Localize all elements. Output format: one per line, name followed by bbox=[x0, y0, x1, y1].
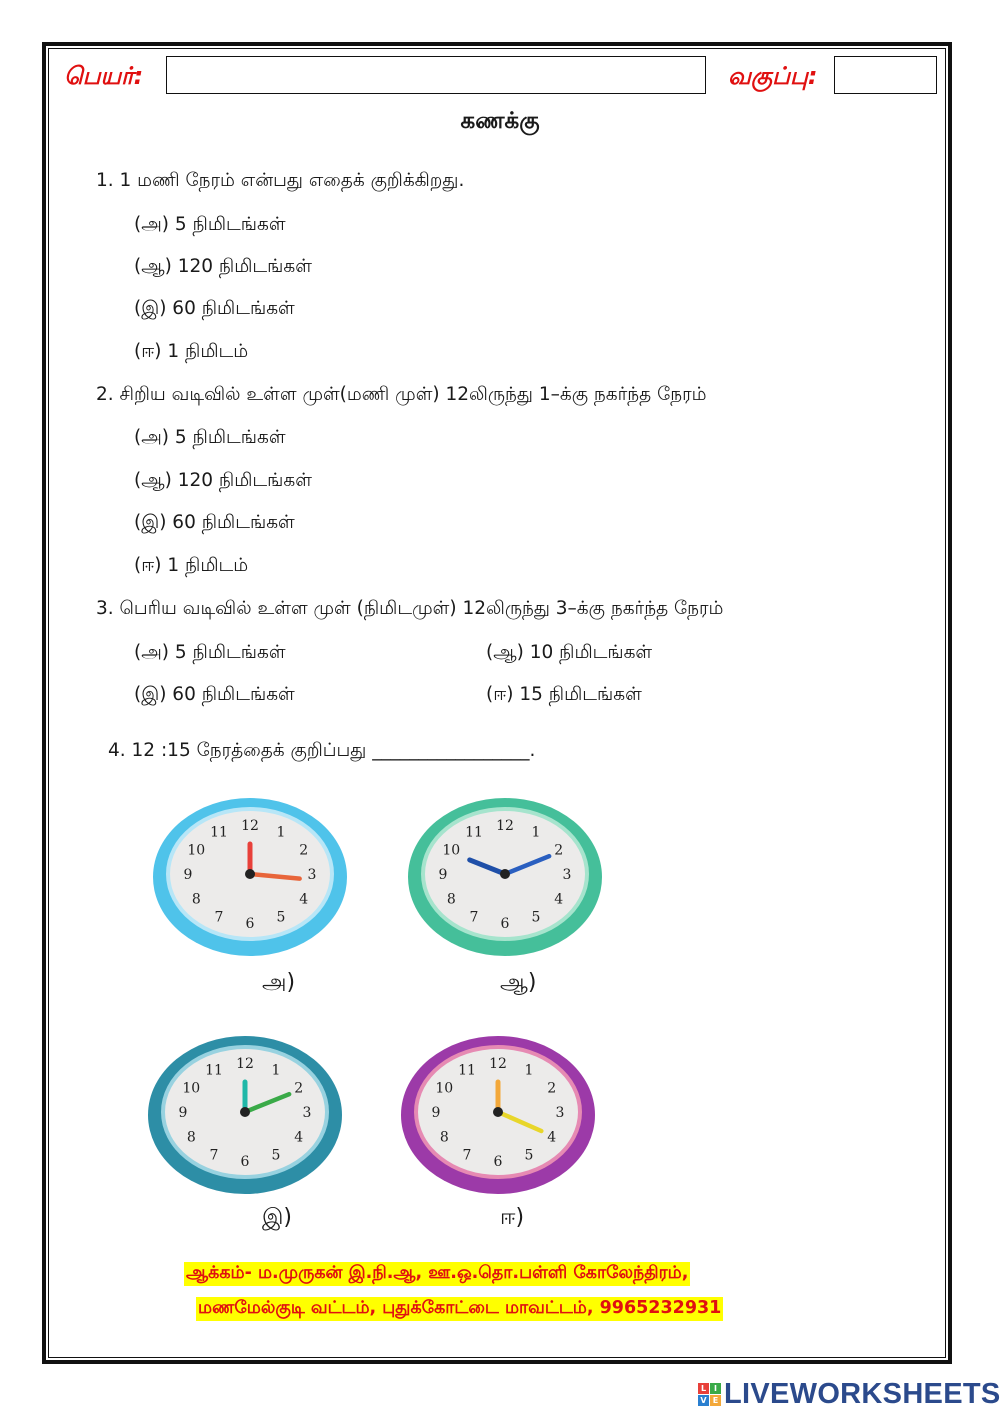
clock-number: 2 bbox=[554, 842, 564, 859]
logo-grid-icon: L I V E bbox=[698, 1383, 721, 1406]
clock-number: 11 bbox=[458, 1062, 476, 1079]
q3-option-d[interactable]: (ஈ) 15 நிமிடங்கள் bbox=[486, 684, 642, 705]
q2-option-c[interactable]: (இ) 60 நிமிடங்கள் bbox=[134, 512, 295, 533]
clock-number: 1 bbox=[271, 1062, 281, 1079]
class-input[interactable] bbox=[834, 56, 937, 94]
name-label: பெயர்: bbox=[64, 62, 144, 90]
class-label: வகுப்பு: bbox=[728, 62, 818, 90]
clock-number: 4 bbox=[547, 1129, 557, 1146]
clock-d-label: ஈ) bbox=[500, 1205, 525, 1230]
clock-number: 7 bbox=[214, 909, 224, 926]
clock-a[interactable] bbox=[150, 792, 350, 957]
clock-number: 3 bbox=[302, 1105, 312, 1121]
q2-option-a[interactable]: (அ) 5 நிமிடங்கள் bbox=[134, 427, 286, 448]
clock-number: 10 bbox=[435, 1080, 454, 1097]
question-3: 3. பெரிய வடிவில் உள்ள முள் (நிமிடமுள்) 12லிருந்து 3–க்கு நகர்ந்த நேரம் bbox=[96, 598, 724, 619]
clock-number: 2 bbox=[294, 1080, 304, 1097]
clock-number: 12 bbox=[496, 818, 514, 834]
clock-center-pin bbox=[245, 869, 255, 879]
clock-number: 3 bbox=[307, 867, 317, 883]
clock-a-label: அ) bbox=[262, 970, 296, 995]
clock-c[interactable] bbox=[145, 1030, 345, 1195]
clock-number: 4 bbox=[294, 1129, 304, 1146]
logo-text: LIVEWORKSHEETS bbox=[724, 1378, 1000, 1410]
question-1: 1. 1 மணி நேரம் என்பது எதைக் குறிக்கிறது. bbox=[96, 170, 465, 191]
q3-option-a[interactable]: (அ) 5 நிமிடங்கள் bbox=[134, 642, 286, 663]
clock-number: 5 bbox=[531, 909, 541, 926]
clock-number: 3 bbox=[562, 867, 572, 883]
clock-number: 11 bbox=[210, 824, 228, 841]
clock-number: 10 bbox=[182, 1080, 201, 1097]
credit-line-2: மணமேல்குடி வட்டம், புதுக்கோட்டை மாவட்டம், 9965232931 bbox=[196, 1297, 723, 1321]
clock-number: 8 bbox=[186, 1129, 196, 1146]
clock-number: 8 bbox=[439, 1129, 449, 1146]
clock-number: 2 bbox=[299, 842, 309, 859]
clock-number: 4 bbox=[299, 891, 309, 908]
clock-number: 6 bbox=[245, 916, 255, 932]
clock-b-label: ஆ) bbox=[500, 970, 537, 995]
clock-number: 7 bbox=[209, 1147, 219, 1164]
q1-option-c[interactable]: (இ) 60 நிமிடங்கள் bbox=[134, 298, 295, 319]
clock-number: 6 bbox=[500, 916, 510, 932]
q1-option-d[interactable]: (ஈ) 1 நிமிடம் bbox=[134, 341, 249, 362]
clock-number: 9 bbox=[431, 1105, 441, 1121]
q1-option-a[interactable]: (அ) 5 நிமிடங்கள் bbox=[134, 214, 286, 235]
clock-center-pin bbox=[240, 1107, 250, 1117]
clock-number: 9 bbox=[178, 1105, 188, 1121]
clock-number: 1 bbox=[276, 824, 286, 841]
clock-number: 10 bbox=[442, 842, 461, 859]
clock-number: 1 bbox=[524, 1062, 534, 1079]
q3-option-b[interactable]: (ஆ) 10 நிமிடங்கள் bbox=[486, 642, 653, 663]
page-title: கணக்கு bbox=[460, 108, 540, 134]
clock-number: 4 bbox=[554, 891, 564, 908]
clock-number: 5 bbox=[524, 1147, 534, 1164]
clock-number: 3 bbox=[555, 1105, 565, 1121]
credit-line-1: ஆக்கம்- ம.முருகன் இ.நி.ஆ, ஊ.ஒ.தொ.பள்ளி கோலேந்திரம், bbox=[184, 1262, 690, 1286]
clock-number: 7 bbox=[462, 1147, 472, 1164]
clock-b[interactable] bbox=[405, 792, 605, 957]
q2-option-b[interactable]: (ஆ) 120 நிமிடங்கள் bbox=[134, 470, 312, 491]
clock-number: 10 bbox=[187, 842, 206, 859]
clock-number: 6 bbox=[493, 1154, 503, 1170]
clock-number: 12 bbox=[489, 1056, 507, 1072]
clock-number: 8 bbox=[446, 891, 456, 908]
clock-center-pin bbox=[500, 869, 510, 879]
clock-number: 5 bbox=[276, 909, 286, 926]
clock-number: 2 bbox=[547, 1080, 557, 1097]
name-input[interactable] bbox=[166, 56, 706, 94]
clock-number: 12 bbox=[236, 1056, 254, 1072]
q2-option-d[interactable]: (ஈ) 1 நிமிடம் bbox=[134, 555, 249, 576]
clock-number: 12 bbox=[241, 818, 259, 834]
clock-number: 1 bbox=[531, 824, 541, 841]
clock-number: 9 bbox=[438, 867, 448, 883]
clock-number: 11 bbox=[205, 1062, 223, 1079]
liveworksheets-logo bbox=[698, 1378, 1000, 1411]
question-4: 4. 12 :15 நேரத்தைக் குறிப்பது _________________. bbox=[108, 740, 536, 761]
question-2: 2. சிறிய வடிவில் உள்ள முள்(மணி முள்) 12லிருந்து 1–க்கு நகர்ந்த நேரம் bbox=[96, 384, 707, 405]
clock-number: 5 bbox=[271, 1147, 281, 1164]
q1-option-b[interactable]: (ஆ) 120 நிமிடங்கள் bbox=[134, 256, 312, 277]
clock-d[interactable] bbox=[398, 1030, 598, 1195]
clock-c-label: இ) bbox=[262, 1205, 292, 1230]
clock-center-pin bbox=[493, 1107, 503, 1117]
clock-number: 6 bbox=[240, 1154, 250, 1170]
clock-number: 8 bbox=[191, 891, 201, 908]
clock-number: 7 bbox=[469, 909, 479, 926]
clock-number: 9 bbox=[183, 867, 193, 883]
clock-number: 11 bbox=[465, 824, 483, 841]
q3-option-c[interactable]: (இ) 60 நிமிடங்கள் bbox=[134, 684, 295, 705]
